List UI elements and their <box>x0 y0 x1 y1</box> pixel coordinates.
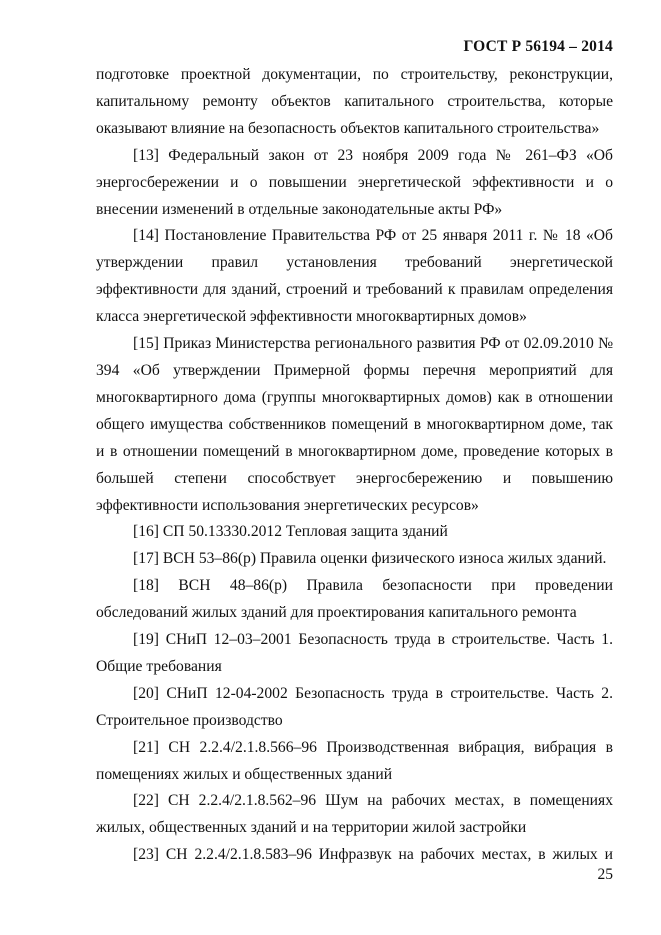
reference-15: [15] Приказ Министерства регионального развития РФ от 02.09.2010 № 394 «Об утверждении Примерной формы перечня мероприятий для многоквартирного дома (группы многоквартирных домов) как в отношении общего имущества собственников помещений в многоквартирном доме, так и в отношении помещений в многоквартирном доме, проведение которых в большей степени способствует энергосбережению и повышению эффективности использования энергетических ресурсов» <box>96 335 613 514</box>
reference-23: [23] СН 2.2.4/2.1.8.583–96 Инфразвук на рабочих местах, в жилых и <box>133 846 613 864</box>
reference-19: [19] СНиП 12–03–2001 Безопасность труда в строительстве. Часть 1. Общие требования <box>96 631 613 675</box>
bibliography-list <box>96 62 613 869</box>
reference-18: [18] ВСН 48–86(р) Правила безопасности при проведении обследований жилых зданий для проектирования капитального ремонта <box>96 577 613 622</box>
paragraph-continuation: подготовке проектной документации, по строительству, реконструкции, капитальному ремонту объектов капитального строительства, которые оказывают влияние на безопасность объектов капитального строительства» <box>96 66 613 137</box>
document-code-header: ГОСТ Р 56194 – 2014 <box>463 38 613 55</box>
reference-21: [21] СН 2.2.4/2.1.8.566–96 Производственная вибрация, вибрация в помещениях жилых и общественных зданий <box>96 738 613 783</box>
reference-16: [16] СП 50.13330.2012 Тепловая защита зданий <box>133 523 448 541</box>
reference-13: [13] Федеральный закон от 23 ноября 2009 года № 261–ФЗ «Об энергосбережении и о повышении энергетической эффективности и о внесении изменений в отдельные законодательные акты РФ» <box>96 146 613 218</box>
reference-17: [17] ВСН 53–86(р) Правила оценки физического износа жилых зданий. <box>133 550 607 568</box>
page-number: 25 <box>597 866 613 883</box>
reference-20: [20] СНиП 12-04-2002 Безопасность труда в строительстве. Часть 2. Строительное производство <box>96 684 613 729</box>
reference-14: [14] Постановление Правительства РФ от 25 января 2011 г. № 18 «Об утверждении правил установления требований энергетической эффективности для зданий, строений и требований к правилам определения класса энергетической эффективности многоквартирных домов» <box>96 227 613 326</box>
reference-22: [22] СН 2.2.4/2.1.8.562–96 Шум на рабочих местах, в помещениях жилых, общественных зданий и на территории жилой застройки <box>96 792 613 837</box>
